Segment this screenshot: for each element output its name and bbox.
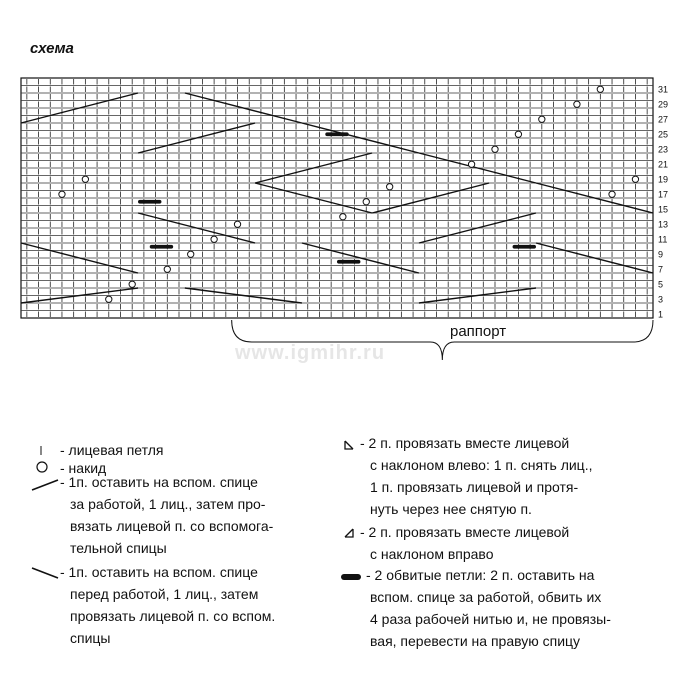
k2tog-left-icon — [343, 438, 355, 456]
yarn-over-mark — [211, 236, 217, 242]
row-number: 13 — [658, 219, 669, 230]
yarn-over-mark — [468, 161, 474, 167]
bobble-mark — [138, 200, 161, 204]
row-number: 23 — [658, 144, 669, 155]
yarn-over-icon — [35, 460, 49, 479]
row-number: 7 — [658, 264, 664, 275]
yarn-over-mark — [574, 101, 580, 107]
legend-cable-left-3: вязать лицевой п. со вспомога- — [70, 518, 274, 534]
yarn-over-mark — [539, 116, 545, 122]
row-number: 3 — [658, 294, 664, 305]
legend-k2tog-left-2: с наклоном влево: 1 п. снять лиц., — [370, 457, 593, 473]
legend-bobble-1: - 2 обвитые петли: 2 п. оставить на — [366, 567, 595, 583]
legend-bobble-4: вая, перевести на правую спицу — [370, 633, 581, 649]
legend-k2tog-left-1: - 2 п. провязать вместе лицевой — [360, 435, 570, 451]
row-number: 29 — [658, 99, 669, 110]
row-number: 11 — [658, 234, 668, 245]
yarn-over-mark — [82, 176, 88, 182]
row-number: 15 — [658, 204, 669, 215]
cable-right-icon — [30, 566, 60, 585]
yarn-over-mark — [597, 86, 603, 92]
legend-k2tog-left-4: нуть через нее снятую п. — [370, 501, 532, 517]
legend-cable-right-4: спицы — [70, 630, 111, 646]
row-number: 31 — [658, 84, 669, 95]
legend-bobble-2: вспом. спице за работой, обвить их — [370, 589, 602, 605]
legend-cable-left-2: за работой, 1 лиц., затем про- — [70, 496, 266, 512]
row-number: 27 — [658, 114, 669, 125]
yarn-over-mark — [340, 214, 346, 220]
row-number: 5 — [658, 279, 664, 290]
legend-cable-left-4: тельной спицы — [70, 540, 167, 556]
bobble-mark — [513, 245, 536, 249]
yarn-over-mark — [515, 131, 521, 137]
legend-cable-right-1: - 1п. оставить на вспом. спице — [60, 564, 258, 580]
legend-cable-right-3: провязать лицевой п. со вспом. — [70, 608, 276, 624]
row-number: 25 — [658, 129, 669, 140]
row-number: 1 — [658, 309, 664, 320]
yarn-over-mark — [234, 221, 240, 227]
legend-knit-label: - лицевая петля — [60, 442, 164, 458]
yarn-over-mark — [164, 266, 170, 272]
legend-cable-right-2: перед работой, 1 лиц., затем — [70, 586, 259, 602]
yarn-over-mark — [59, 191, 65, 197]
legend-k2tog-right-1: - 2 п. провязать вместе лицевой — [360, 524, 570, 540]
yarn-over-mark — [363, 199, 369, 205]
yarn-over-mark — [106, 296, 112, 302]
row-number: 21 — [658, 159, 669, 170]
legend-cable-left-1: - 1п. оставить на вспом. спице — [60, 474, 258, 490]
legend-k2tog-left-3: 1 п. провязать лицевой и протя- — [370, 479, 579, 495]
bobble-icon — [340, 569, 362, 587]
legend-k2tog-right-2: с наклоном вправо — [370, 546, 494, 562]
yarn-over-mark — [188, 251, 194, 257]
row-number: 9 — [658, 249, 664, 260]
legend-yarn-over-label: - накид — [60, 460, 107, 476]
row-number: 19 — [658, 174, 669, 185]
yarn-over-mark — [632, 176, 638, 182]
k2tog-right-icon — [343, 526, 355, 544]
bobble-mark — [325, 132, 348, 136]
watermark: www.igmihr.ru — [235, 342, 386, 364]
chart-title: схема — [30, 40, 74, 57]
bobble-mark — [150, 245, 173, 249]
yarn-over-mark — [609, 191, 615, 197]
knit-stitch-icon — [38, 443, 44, 461]
rapport-label: раппорт — [450, 323, 507, 340]
legend-bobble-3: 4 раза рабочей нитью и, не провязы- — [370, 611, 611, 627]
cable-left-icon — [30, 478, 60, 497]
yarn-over-mark — [129, 281, 135, 287]
row-number: 17 — [658, 189, 669, 200]
bobble-mark — [337, 260, 360, 264]
yarn-over-mark — [492, 146, 498, 152]
yarn-over-mark — [387, 184, 393, 190]
